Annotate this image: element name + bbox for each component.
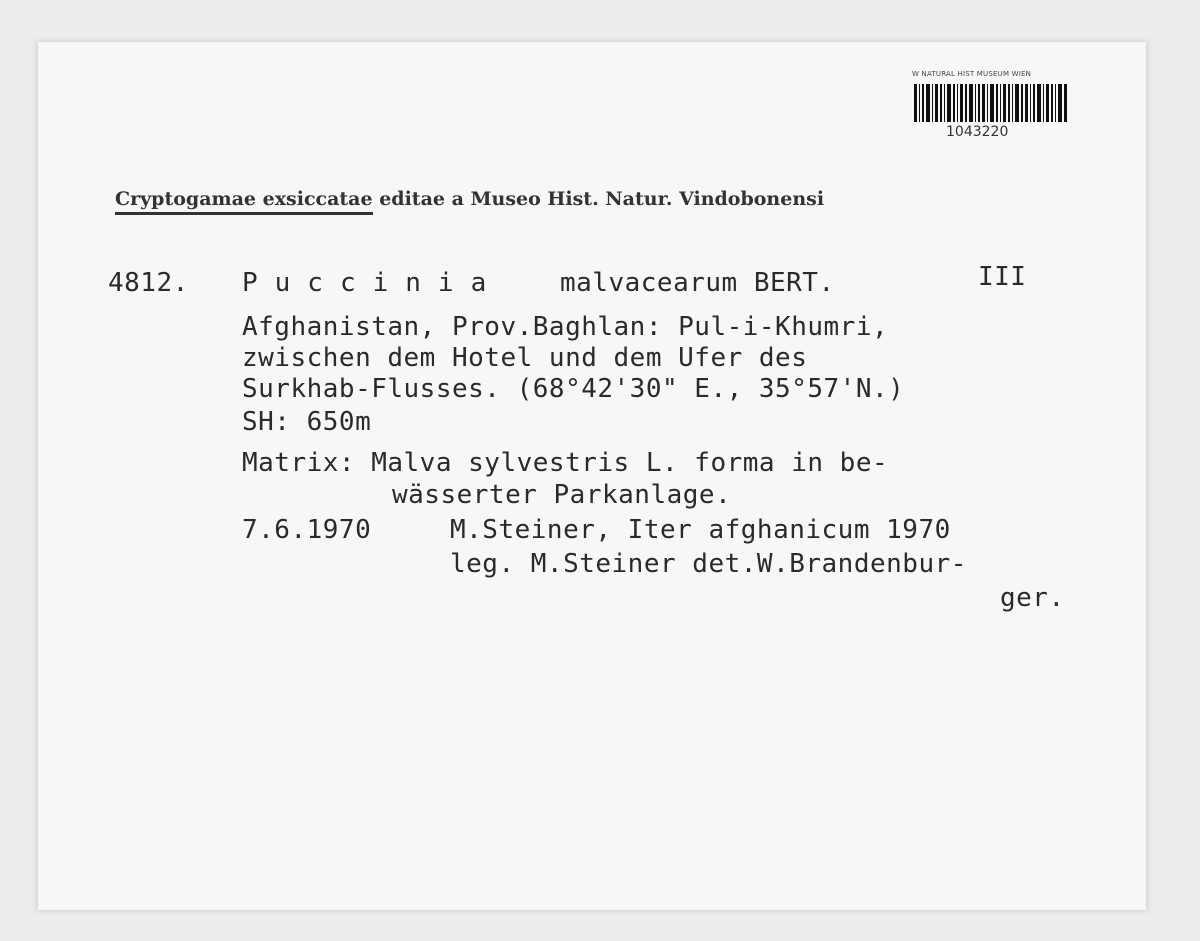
matrix-line: Matrix: Malva sylvestris L. forma in be- xyxy=(242,448,889,478)
series-publisher: editae a Museo Hist. Natur. Vindobonensi xyxy=(379,188,825,210)
collector-line: ger. xyxy=(1000,583,1065,613)
genus-name: Puccinia xyxy=(242,268,504,298)
barcode-icon xyxy=(914,84,1068,122)
barcode-institution-text: W NATURAL HIST MUSEUM WIEN xyxy=(912,70,1032,78)
series-header xyxy=(115,188,824,210)
collector-line: leg. M.Steiner det.W.Brandenbur- xyxy=(450,549,967,579)
species-name: malvacearum BERT. xyxy=(560,268,835,298)
series-title: Cryptogamae exsiccatae xyxy=(115,188,373,215)
elevation-line: SH: 650m xyxy=(242,407,372,437)
matrix-line: wässerter Parkanlage. xyxy=(392,480,732,510)
spore-stage: III xyxy=(978,262,1027,292)
barcode-number: 1043220 xyxy=(946,124,1009,140)
specimen-number: 4812. xyxy=(108,268,189,298)
collector-line: M.Steiner, Iter afghanicum 1970 xyxy=(450,515,951,545)
locality-line: zwischen dem Hotel und dem Ufer des xyxy=(242,343,808,373)
barcode-sticker xyxy=(910,70,1070,142)
locality-line: Surkhab-Flusses. (68°42'30" E., 35°57'N.) xyxy=(242,374,905,404)
collection-date: 7.6.1970 xyxy=(242,515,372,545)
locality-line: Afghanistan, Prov.Baghlan: Pul-i-Khumri, xyxy=(242,312,889,342)
